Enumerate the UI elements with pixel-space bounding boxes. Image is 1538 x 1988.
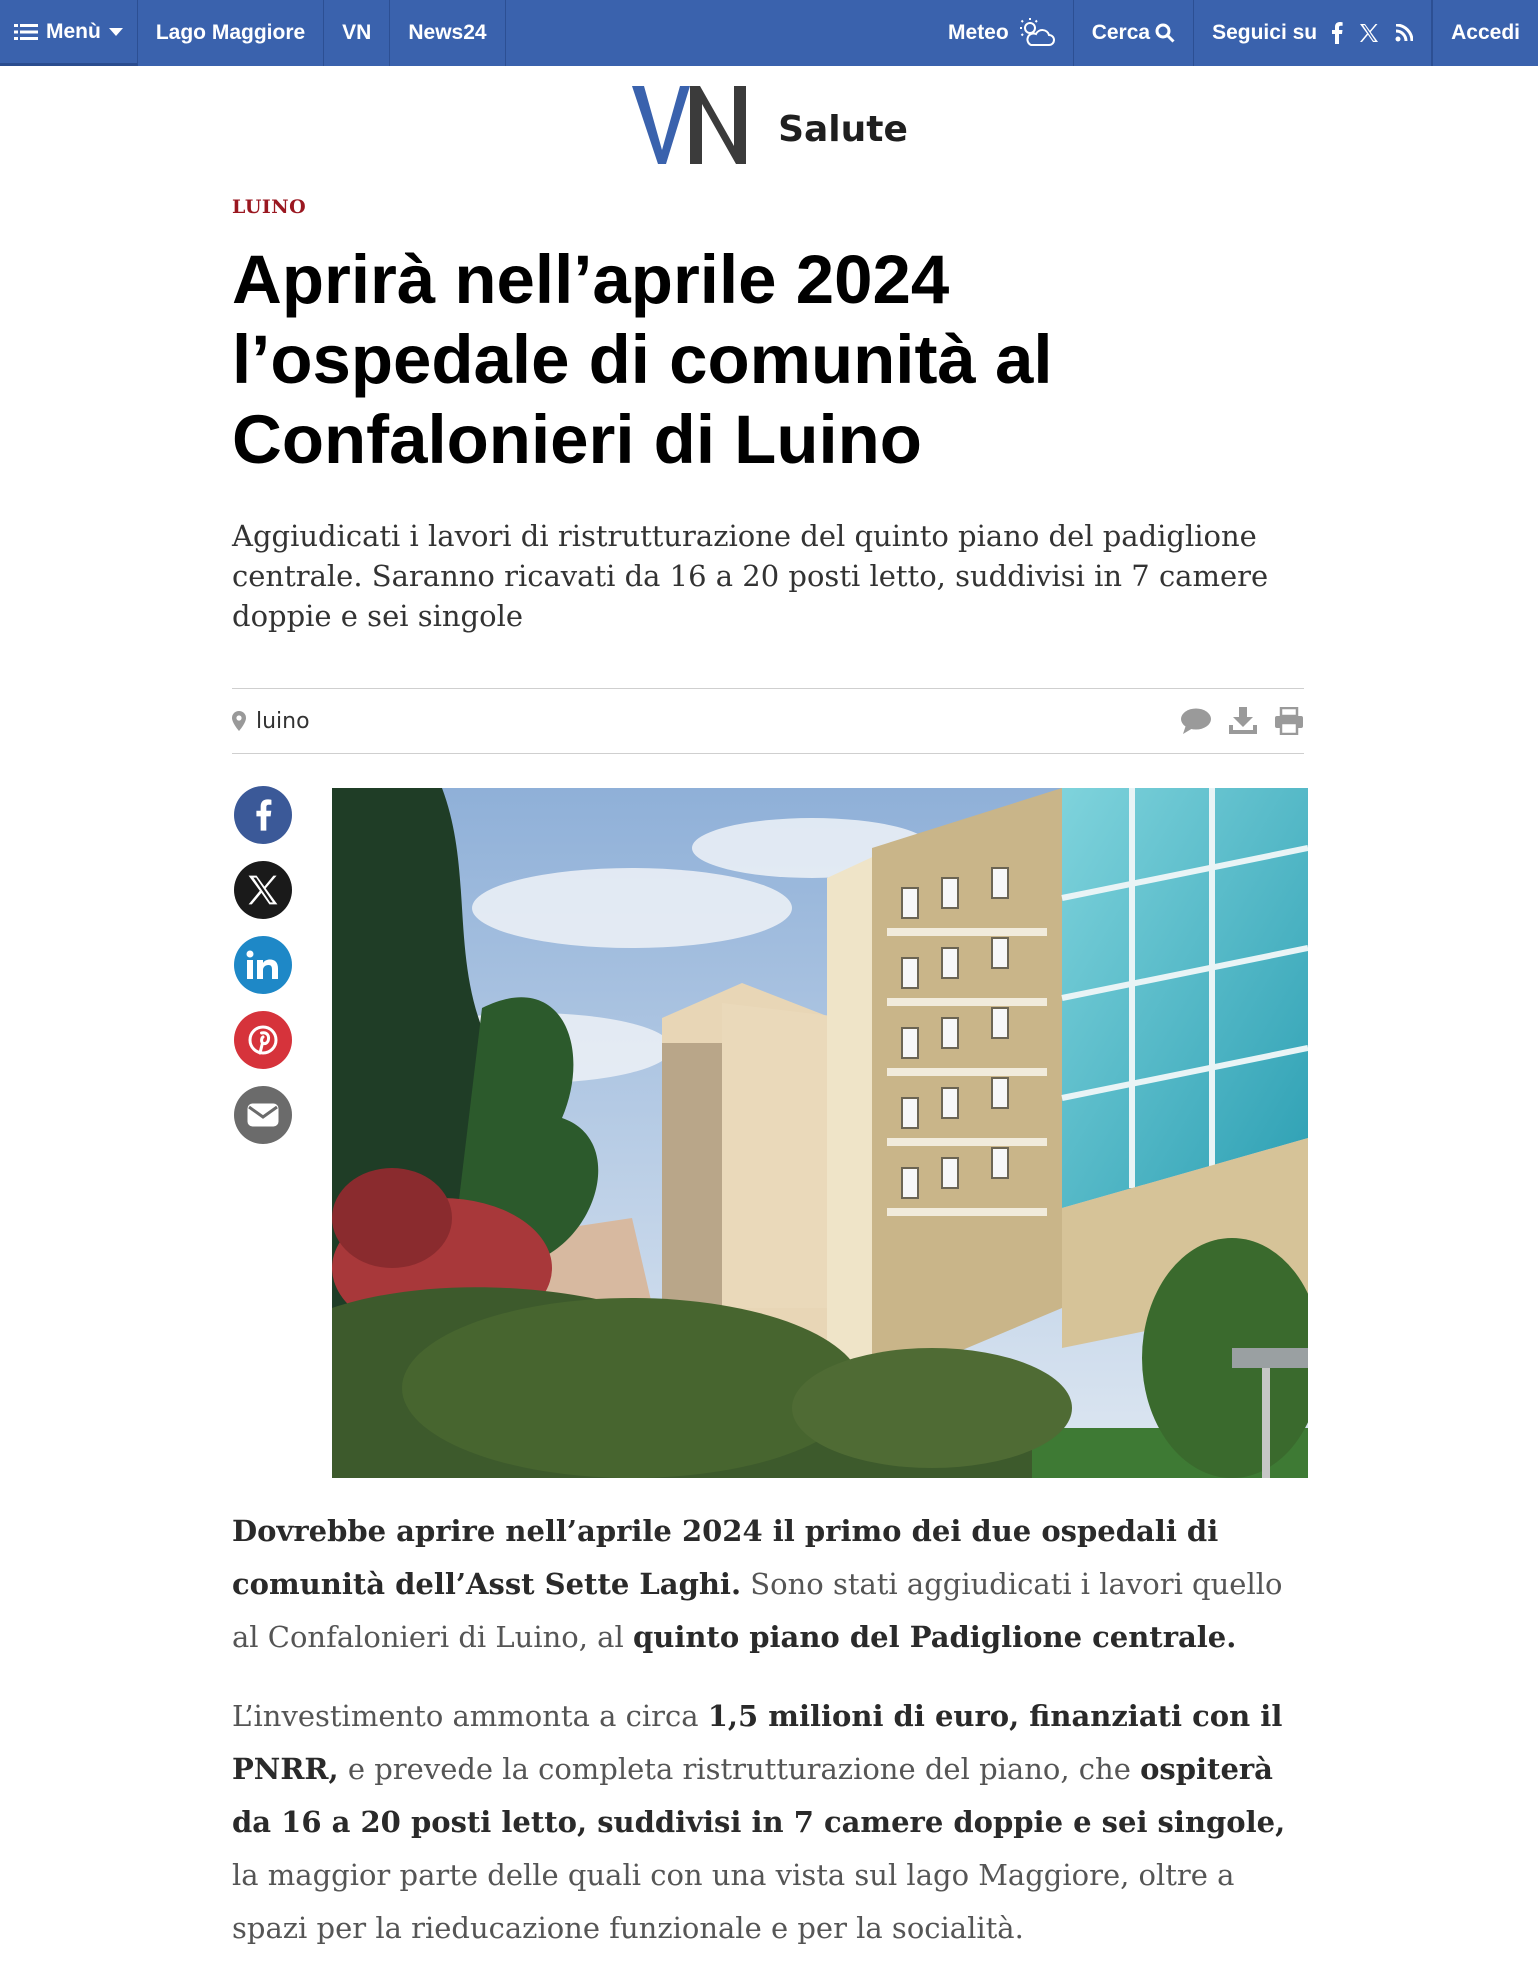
search-label: Cerca [1091, 21, 1151, 44]
share-linkedin[interactable] [234, 936, 292, 994]
nav-spacer [506, 0, 930, 66]
x-icon[interactable] [1359, 23, 1379, 43]
paragraph-2-bold-1: 1,5 milioni di euro, finanziati con il PNRR, [232, 1699, 1283, 1786]
share-x[interactable] [234, 861, 292, 919]
rss-icon[interactable] [1395, 24, 1413, 42]
email-icon [246, 1102, 280, 1128]
article-header [232, 196, 1304, 636]
location-label: luino [256, 708, 310, 734]
share-pinterest[interactable] [234, 1011, 292, 1069]
nav-lago-maggiore[interactable]: Lago Maggiore [138, 0, 324, 66]
menu-label: Menù [46, 19, 101, 43]
location-tag[interactable] [232, 709, 310, 734]
nav-news24[interactable]: News24 [390, 0, 505, 66]
pinterest-icon [247, 1024, 279, 1056]
paragraph-1-text-1: Sono stati aggiudicati i lavori quello al Confalonieri di Luino, al [232, 1567, 1283, 1654]
print-icon[interactable] [1274, 707, 1304, 735]
paragraph-2-bold-2: ospiterà da 16 a 20 posti letto, suddivisi in 7 camere doppie e sei singole, [232, 1752, 1286, 1839]
weather-icon [1017, 17, 1055, 49]
follow-us [1194, 0, 1432, 66]
top-navigation [0, 0, 1538, 66]
linkedin-icon [246, 950, 280, 980]
paragraph-2-text-3: la maggior parte delle quali con una vista sul lago Maggiore, oltre a spazi per la rieducazione funzionale e per la socialità. [232, 1858, 1235, 1945]
share-email[interactable] [234, 1086, 292, 1144]
section-title[interactable]: Salute [778, 108, 908, 150]
caret-down-icon [109, 27, 123, 37]
article-kicker[interactable]: LUINO [232, 196, 307, 218]
download-icon[interactable] [1228, 707, 1258, 735]
list-icon [14, 23, 38, 41]
search-button[interactable] [1074, 0, 1194, 66]
paragraph-1 [232, 1505, 1312, 1664]
article-body [232, 1505, 1312, 1981]
share-facebook[interactable] [234, 786, 292, 844]
article-headline: Aprirà nell’aprile 2024 l’ospedale di comunità al Confalonieri di Luino [232, 241, 1053, 478]
paragraph-2 [232, 1690, 1312, 1955]
login-button[interactable]: Accedi [1432, 0, 1538, 66]
brand-header [0, 80, 1538, 170]
follow-label: Seguici su [1212, 21, 1318, 44]
menu-button[interactable] [0, 0, 138, 66]
paragraph-2-text-1: L’investimento ammonta a circa [232, 1699, 708, 1733]
article-meta-bar [232, 688, 1304, 754]
facebook-icon[interactable] [1331, 22, 1343, 44]
article-actions [1180, 707, 1304, 735]
paragraph-1-bold-2: quinto piano del Padiglione centrale. [632, 1620, 1237, 1654]
comment-icon[interactable] [1180, 707, 1212, 735]
vn-logo[interactable] [630, 80, 750, 170]
hero-image [332, 788, 1308, 1478]
article-subtitle: Aggiudicati i lavori di ristrutturazione del quinto piano del padiglione centrale. Saranno ricavati da 16 a 20 posti letto, suddivisi in 7 camere doppie e sei singole [232, 519, 1269, 633]
nav-vn[interactable]: VN [324, 0, 390, 66]
search-icon [1155, 23, 1175, 43]
x-icon [247, 874, 279, 906]
paragraph-2-text-2: e prevede la completa ristrutturazione del piano, che [338, 1752, 1141, 1786]
paragraph-1-bold-1: Dovrebbe aprire nell’aprile 2024 il primo dei due ospedali di comunità dell’Asst Sette Laghi. [232, 1514, 1219, 1601]
share-rail [234, 786, 294, 1161]
map-pin-icon [232, 711, 246, 731]
facebook-icon [255, 799, 272, 831]
meteo-button[interactable] [930, 0, 1074, 66]
meteo-label: Meteo [948, 21, 1009, 44]
